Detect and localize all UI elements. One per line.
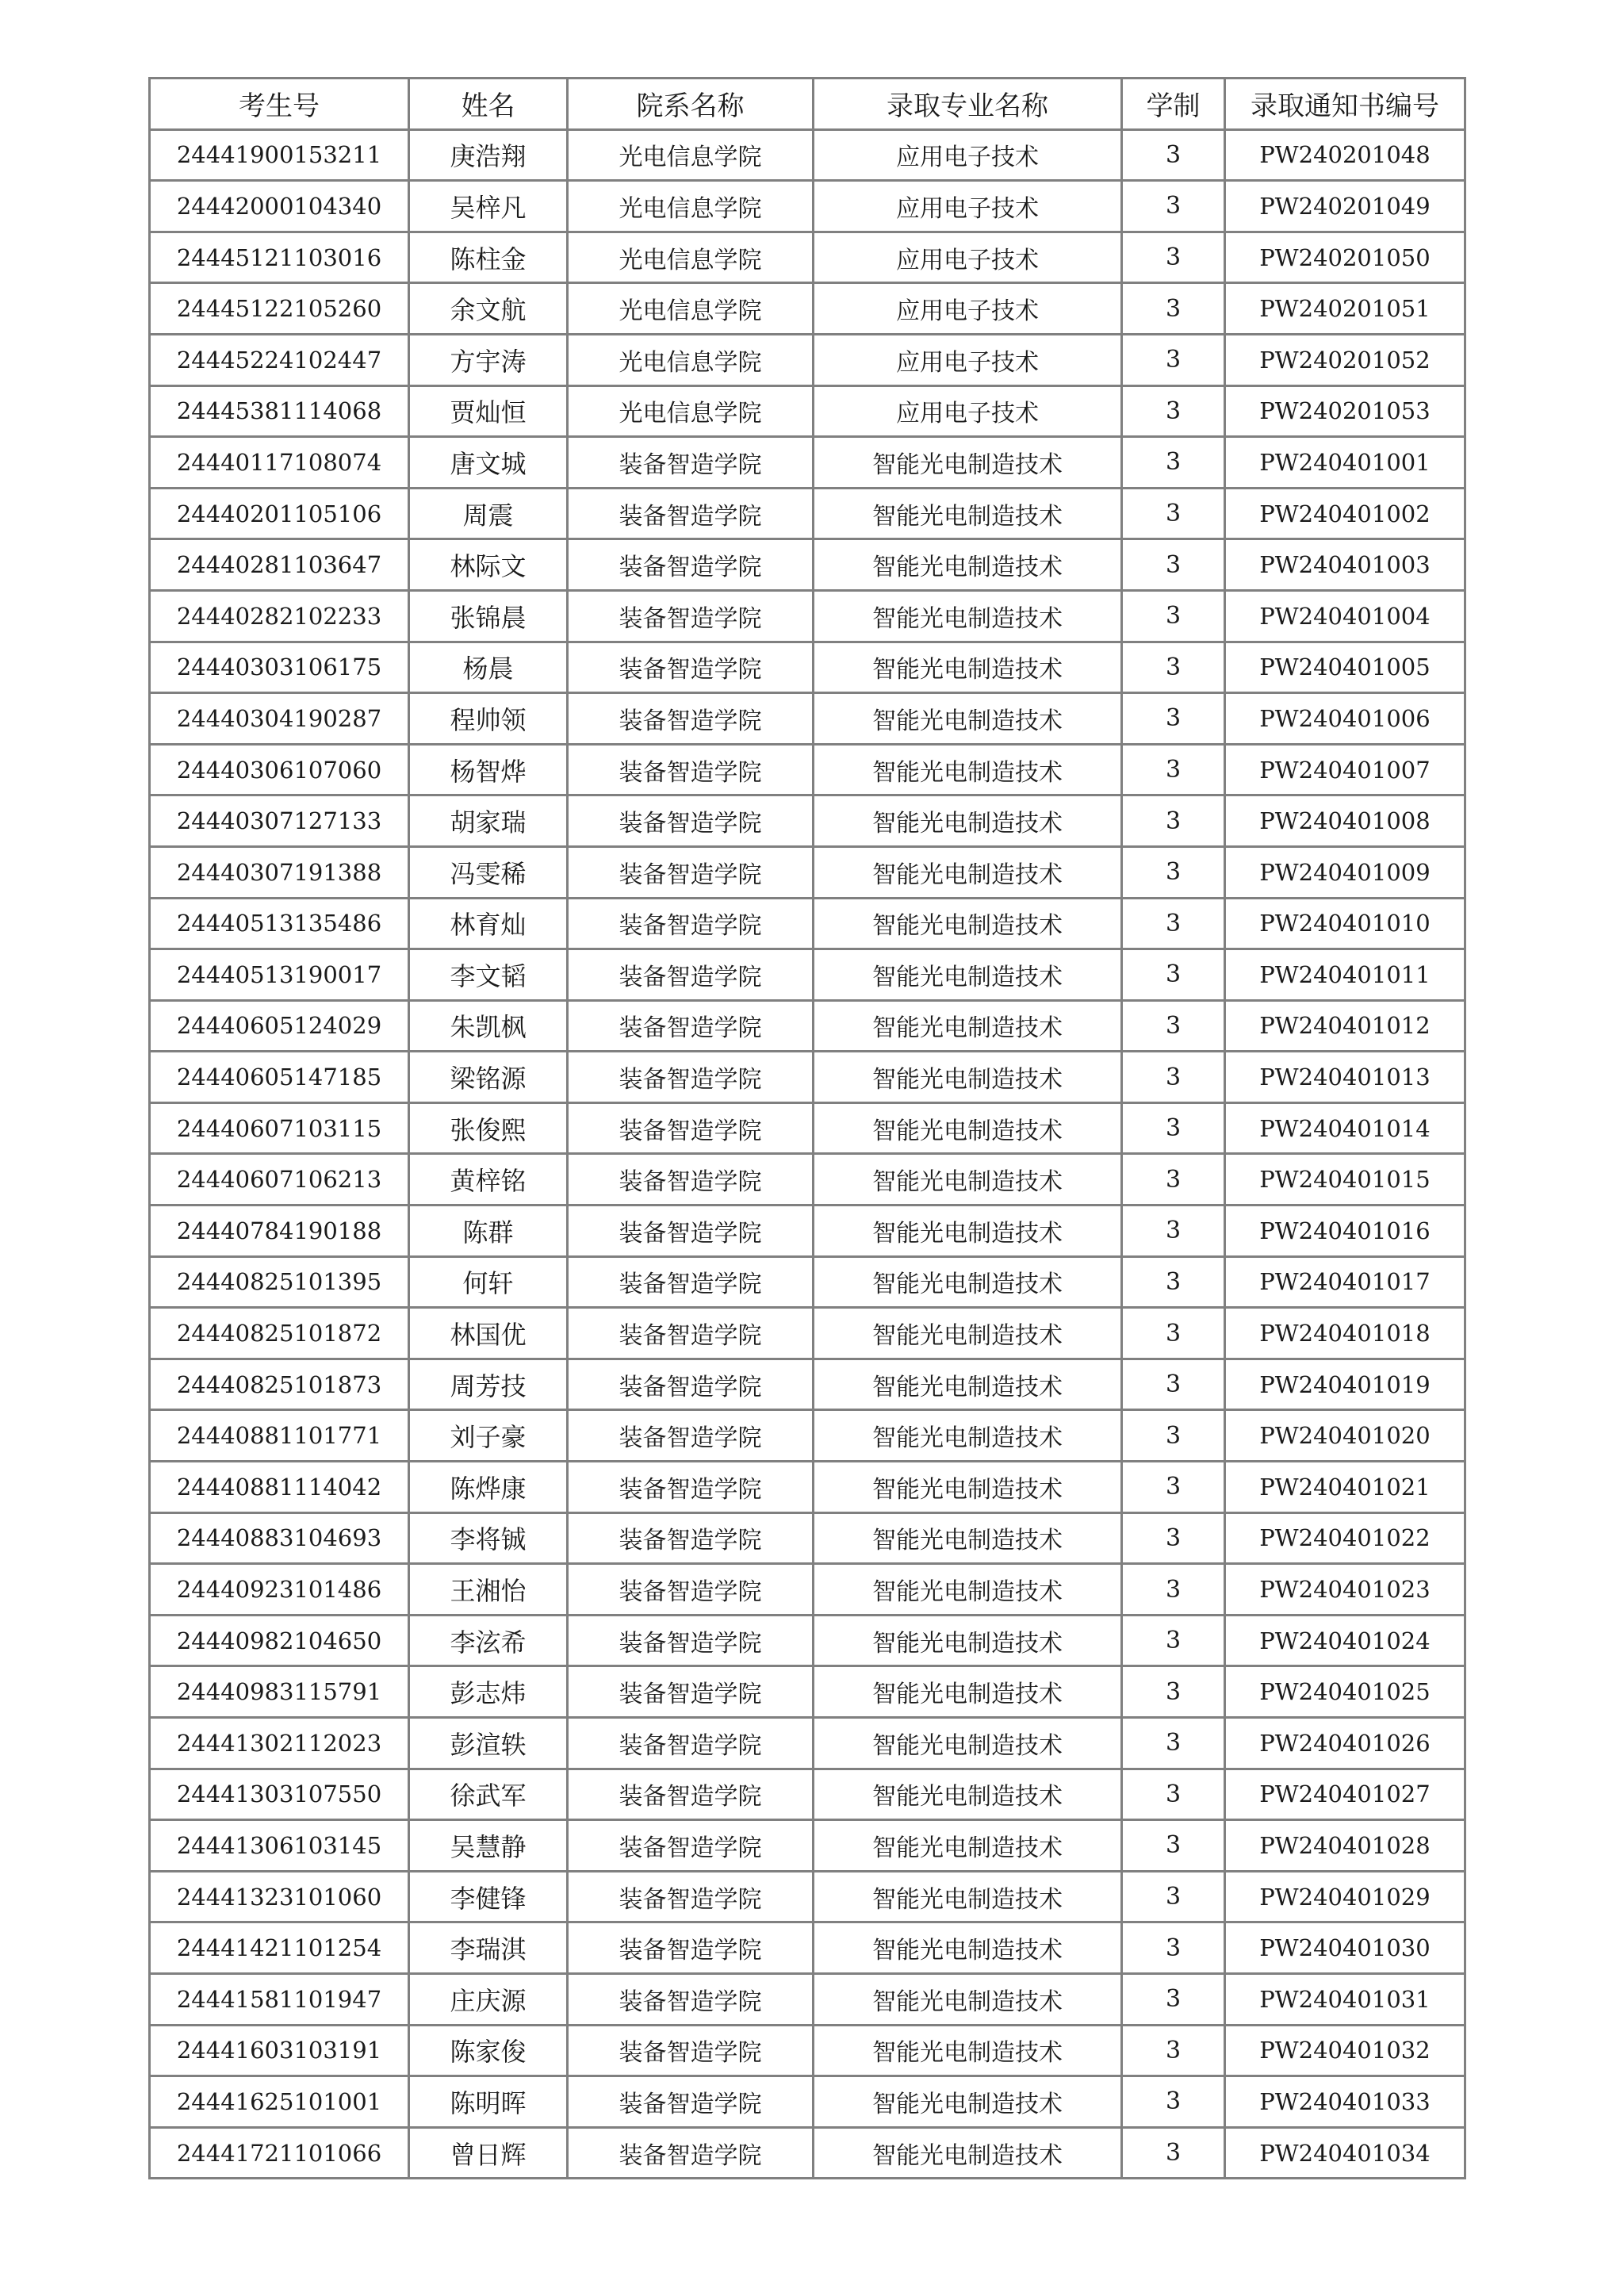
table-row: [150, 2076, 1465, 2128]
cell-major: 智能光电制造技术: [814, 1871, 1122, 1922]
cell-notice-number: PW240201051: [1225, 283, 1465, 335]
cell-college: 装备智造学院: [568, 1820, 814, 1872]
cell-duration: 3: [1122, 846, 1225, 898]
cell-exam-number: 24440605147185: [150, 1052, 409, 1103]
table-row: [150, 642, 1465, 693]
cell-student-name: 王湘怡: [409, 1564, 568, 1616]
cell-duration: 3: [1122, 1615, 1225, 1666]
cell-college: 装备智造学院: [568, 590, 814, 642]
cell-major: 智能光电制造技术: [814, 1666, 1122, 1718]
table-row: [150, 590, 1465, 642]
cell-student-name: 庚浩翔: [409, 129, 568, 181]
cell-duration: 3: [1122, 1052, 1225, 1103]
cell-notice-number: PW240401002: [1225, 488, 1465, 539]
cell-college: 光电信息学院: [568, 129, 814, 181]
cell-exam-number: 24441625101001: [150, 2076, 409, 2128]
cell-student-name: 冯雯稀: [409, 846, 568, 898]
table-body: [150, 129, 1465, 2179]
cell-exam-number: 24440513190017: [150, 949, 409, 1001]
cell-notice-number: PW240401025: [1225, 1666, 1465, 1718]
cell-notice-number: PW240401012: [1225, 1000, 1465, 1052]
cell-student-name: 胡家瑞: [409, 795, 568, 847]
table-row: [150, 1256, 1465, 1308]
cell-college: 装备智造学院: [568, 1102, 814, 1154]
cell-notice-number: PW240401013: [1225, 1052, 1465, 1103]
table-row: [150, 334, 1465, 385]
cell-college: 装备智造学院: [568, 1205, 814, 1257]
cell-duration: 3: [1122, 1512, 1225, 1564]
cell-exam-number: 24441900153211: [150, 129, 409, 181]
cell-student-name: 贾灿恒: [409, 385, 568, 437]
cell-notice-number: PW240401034: [1225, 2127, 1465, 2179]
cell-duration: 3: [1122, 949, 1225, 1001]
cell-student-name: 曾日辉: [409, 2127, 568, 2179]
cell-major: 应用电子技术: [814, 385, 1122, 437]
cell-major: 智能光电制造技术: [814, 2076, 1122, 2128]
cell-student-name: 陈烨康: [409, 1462, 568, 1513]
table-row: [150, 385, 1465, 437]
cell-college: 装备智造学院: [568, 2127, 814, 2179]
cell-duration: 3: [1122, 1102, 1225, 1154]
cell-student-name: 陈群: [409, 1205, 568, 1257]
cell-duration: 3: [1122, 437, 1225, 489]
cell-exam-number: 24445381114068: [150, 385, 409, 437]
cell-duration: 3: [1122, 181, 1225, 232]
cell-exam-number: 24441581101947: [150, 1973, 409, 2025]
table-row: [150, 1205, 1465, 1257]
cell-notice-number: PW240401017: [1225, 1256, 1465, 1308]
cell-duration: 3: [1122, 1871, 1225, 1922]
table-row: [150, 1000, 1465, 1052]
cell-college: 装备智造学院: [568, 846, 814, 898]
cell-student-name: 梁铭源: [409, 1052, 568, 1103]
cell-college: 装备智造学院: [568, 539, 814, 591]
cell-exam-number: 24441323101060: [150, 1871, 409, 1922]
table-row: [150, 1512, 1465, 1564]
cell-duration: 3: [1122, 1410, 1225, 1462]
cell-duration: 3: [1122, 334, 1225, 385]
cell-major: 智能光电制造技术: [814, 1615, 1122, 1666]
table-row: [150, 181, 1465, 232]
cell-student-name: 彭志炜: [409, 1666, 568, 1718]
cell-exam-number: 24440825101872: [150, 1308, 409, 1359]
cell-duration: 3: [1122, 129, 1225, 181]
cell-notice-number: PW240401019: [1225, 1359, 1465, 1410]
cell-major: 智能光电制造技术: [814, 744, 1122, 795]
cell-duration: 3: [1122, 283, 1225, 335]
cell-college: 装备智造学院: [568, 1000, 814, 1052]
cell-major: 智能光电制造技术: [814, 1922, 1122, 1974]
header-exam-number: 考生号: [150, 79, 409, 130]
cell-college: 装备智造学院: [568, 1564, 814, 1616]
table-row: [150, 846, 1465, 898]
cell-college: 装备智造学院: [568, 949, 814, 1001]
cell-notice-number: PW240401003: [1225, 539, 1465, 591]
cell-college: 装备智造学院: [568, 1871, 814, 1922]
cell-notice-number: PW240401023: [1225, 1564, 1465, 1616]
cell-exam-number: 24440883104693: [150, 1512, 409, 1564]
cell-notice-number: PW240401005: [1225, 642, 1465, 693]
cell-exam-number: 24440881114042: [150, 1462, 409, 1513]
cell-exam-number: 24440784190188: [150, 1205, 409, 1257]
cell-major: 智能光电制造技术: [814, 539, 1122, 591]
cell-student-name: 刘子豪: [409, 1410, 568, 1462]
cell-notice-number: PW240401030: [1225, 1922, 1465, 1974]
cell-notice-number: PW240401033: [1225, 2076, 1465, 2128]
cell-college: 光电信息学院: [568, 385, 814, 437]
cell-student-name: 方宇涛: [409, 334, 568, 385]
cell-major: 应用电子技术: [814, 129, 1122, 181]
cell-duration: 3: [1122, 1769, 1225, 1820]
cell-exam-number: 24441603103191: [150, 2025, 409, 2076]
cell-duration: 3: [1122, 1973, 1225, 2025]
cell-notice-number: PW240401027: [1225, 1769, 1465, 1820]
cell-duration: 3: [1122, 488, 1225, 539]
cell-student-name: 张锦晨: [409, 590, 568, 642]
cell-notice-number: PW240401008: [1225, 795, 1465, 847]
cell-major: 智能光电制造技术: [814, 846, 1122, 898]
cell-duration: 3: [1122, 1922, 1225, 1974]
cell-major: 应用电子技术: [814, 283, 1122, 335]
table-row: [150, 1052, 1465, 1103]
cell-exam-number: 24441421101254: [150, 1922, 409, 1974]
cell-major: 智能光电制造技术: [814, 1205, 1122, 1257]
cell-student-name: 余文航: [409, 283, 568, 335]
table-row: [150, 898, 1465, 949]
table-row: [150, 1154, 1465, 1205]
cell-notice-number: PW240201053: [1225, 385, 1465, 437]
table-row: [150, 283, 1465, 335]
cell-major: 智能光电制造技术: [814, 693, 1122, 745]
cell-college: 装备智造学院: [568, 488, 814, 539]
cell-student-name: 陈明晖: [409, 2076, 568, 2128]
cell-college: 装备智造学院: [568, 898, 814, 949]
cell-duration: 3: [1122, 642, 1225, 693]
cell-college: 装备智造学院: [568, 437, 814, 489]
cell-major: 智能光电制造技术: [814, 898, 1122, 949]
header-major: 录取专业名称: [814, 79, 1122, 130]
admission-table: [148, 77, 1466, 2179]
cell-duration: 3: [1122, 1666, 1225, 1718]
cell-notice-number: PW240401007: [1225, 744, 1465, 795]
table-header-row: [150, 79, 1465, 130]
cell-student-name: 黄梓铭: [409, 1154, 568, 1205]
cell-college: 装备智造学院: [568, 1462, 814, 1513]
cell-notice-number: PW240201052: [1225, 334, 1465, 385]
cell-exam-number: 24440983115791: [150, 1666, 409, 1718]
cell-duration: 3: [1122, 2076, 1225, 2128]
cell-college: 光电信息学院: [568, 283, 814, 335]
cell-major: 智能光电制造技术: [814, 437, 1122, 489]
cell-major: 智能光电制造技术: [814, 1410, 1122, 1462]
cell-college: 装备智造学院: [568, 2025, 814, 2076]
cell-student-name: 林育灿: [409, 898, 568, 949]
cell-major: 智能光电制造技术: [814, 1052, 1122, 1103]
cell-notice-number: PW240401016: [1225, 1205, 1465, 1257]
cell-college: 装备智造学院: [568, 642, 814, 693]
cell-student-name: 徐武军: [409, 1769, 568, 1820]
cell-duration: 3: [1122, 2025, 1225, 2076]
table-row: [150, 437, 1465, 489]
cell-exam-number: 24440607103115: [150, 1102, 409, 1154]
cell-major: 智能光电制造技术: [814, 488, 1122, 539]
cell-notice-number: PW240401020: [1225, 1410, 1465, 1462]
cell-duration: 3: [1122, 795, 1225, 847]
cell-notice-number: PW240401001: [1225, 437, 1465, 489]
cell-duration: 3: [1122, 744, 1225, 795]
cell-notice-number: PW240401026: [1225, 1718, 1465, 1769]
cell-college: 装备智造学院: [568, 2076, 814, 2128]
cell-exam-number: 24440607106213: [150, 1154, 409, 1205]
cell-exam-number: 24440117108074: [150, 437, 409, 489]
cell-major: 智能光电制造技术: [814, 795, 1122, 847]
cell-major: 智能光电制造技术: [814, 1359, 1122, 1410]
cell-exam-number: 24440513135486: [150, 898, 409, 949]
cell-notice-number: PW240401010: [1225, 898, 1465, 949]
cell-college: 装备智造学院: [568, 1256, 814, 1308]
cell-student-name: 杨晨: [409, 642, 568, 693]
header-name: 姓名: [409, 79, 568, 130]
cell-student-name: 周芳技: [409, 1359, 568, 1410]
table-row: [150, 2025, 1465, 2076]
cell-exam-number: 24440825101873: [150, 1359, 409, 1410]
cell-major: 智能光电制造技术: [814, 1564, 1122, 1616]
cell-exam-number: 24445122105260: [150, 283, 409, 335]
cell-duration: 3: [1122, 385, 1225, 437]
cell-duration: 3: [1122, 1359, 1225, 1410]
cell-major: 智能光电制造技术: [814, 1000, 1122, 1052]
cell-exam-number: 24440282102233: [150, 590, 409, 642]
table-row: [150, 1820, 1465, 1872]
table-row: [150, 129, 1465, 181]
cell-major: 智能光电制造技术: [814, 1154, 1122, 1205]
cell-duration: 3: [1122, 1154, 1225, 1205]
cell-student-name: 何轩: [409, 1256, 568, 1308]
cell-duration: 3: [1122, 1718, 1225, 1769]
table-row: [150, 795, 1465, 847]
table-row: [150, 1462, 1465, 1513]
cell-major: 应用电子技术: [814, 181, 1122, 232]
cell-exam-number: 24441306103145: [150, 1820, 409, 1872]
cell-notice-number: PW240401029: [1225, 1871, 1465, 1922]
cell-duration: 3: [1122, 232, 1225, 283]
header-duration: 学制: [1122, 79, 1225, 130]
table-row: [150, 539, 1465, 591]
cell-major: 智能光电制造技术: [814, 1256, 1122, 1308]
cell-college: 装备智造学院: [568, 1769, 814, 1820]
cell-notice-number: PW240401004: [1225, 590, 1465, 642]
table-row: [150, 1718, 1465, 1769]
table-row: [150, 949, 1465, 1001]
table-row: [150, 744, 1465, 795]
cell-notice-number: PW240401022: [1225, 1512, 1465, 1564]
table-row: [150, 1308, 1465, 1359]
cell-college: 装备智造学院: [568, 1922, 814, 1974]
cell-major: 智能光电制造技术: [814, 1973, 1122, 2025]
cell-student-name: 彭渲轶: [409, 1718, 568, 1769]
cell-notice-number: PW240401032: [1225, 2025, 1465, 2076]
cell-exam-number: 24445121103016: [150, 232, 409, 283]
cell-exam-number: 24441721101066: [150, 2127, 409, 2179]
cell-major: 智能光电制造技术: [814, 1308, 1122, 1359]
cell-college: 装备智造学院: [568, 1973, 814, 2025]
cell-student-name: 陈柱金: [409, 232, 568, 283]
cell-major: 智能光电制造技术: [814, 1718, 1122, 1769]
cell-student-name: 程帅领: [409, 693, 568, 745]
table-row: [150, 1359, 1465, 1410]
cell-major: 智能光电制造技术: [814, 1769, 1122, 1820]
cell-major: 应用电子技术: [814, 232, 1122, 283]
cell-student-name: 庄庆源: [409, 1973, 568, 2025]
cell-college: 光电信息学院: [568, 334, 814, 385]
table-row: [150, 232, 1465, 283]
cell-notice-number: PW240401024: [1225, 1615, 1465, 1666]
cell-major: 智能光电制造技术: [814, 2127, 1122, 2179]
cell-exam-number: 24440307191388: [150, 846, 409, 898]
cell-student-name: 周震: [409, 488, 568, 539]
cell-notice-number: PW240401015: [1225, 1154, 1465, 1205]
cell-student-name: 林国优: [409, 1308, 568, 1359]
cell-student-name: 吴慧静: [409, 1820, 568, 1872]
cell-notice-number: PW240401006: [1225, 693, 1465, 745]
cell-student-name: 吴梓凡: [409, 181, 568, 232]
cell-major: 智能光电制造技术: [814, 1820, 1122, 1872]
cell-duration: 3: [1122, 1820, 1225, 1872]
table-row: [150, 1615, 1465, 1666]
cell-duration: 3: [1122, 898, 1225, 949]
table-row: [150, 1922, 1465, 1974]
cell-college: 装备智造学院: [568, 1512, 814, 1564]
cell-college: 装备智造学院: [568, 1615, 814, 1666]
cell-exam-number: 24440201105106: [150, 488, 409, 539]
cell-notice-number: PW240401028: [1225, 1820, 1465, 1872]
cell-college: 装备智造学院: [568, 744, 814, 795]
cell-major: 智能光电制造技术: [814, 2025, 1122, 2076]
cell-notice-number: PW240401018: [1225, 1308, 1465, 1359]
cell-notice-number: PW240401031: [1225, 1973, 1465, 2025]
cell-duration: 3: [1122, 1205, 1225, 1257]
cell-exam-number: 24442000104340: [150, 181, 409, 232]
cell-student-name: 李健锋: [409, 1871, 568, 1922]
cell-exam-number: 24440605124029: [150, 1000, 409, 1052]
cell-major: 智能光电制造技术: [814, 1462, 1122, 1513]
table-row: [150, 1871, 1465, 1922]
cell-major: 智能光电制造技术: [814, 590, 1122, 642]
cell-major: 应用电子技术: [814, 334, 1122, 385]
cell-duration: 3: [1122, 590, 1225, 642]
cell-notice-number: PW240401009: [1225, 846, 1465, 898]
cell-student-name: 李将铖: [409, 1512, 568, 1564]
table-row: [150, 1769, 1465, 1820]
table-row: [150, 488, 1465, 539]
cell-student-name: 张俊熙: [409, 1102, 568, 1154]
cell-notice-number: PW240401021: [1225, 1462, 1465, 1513]
cell-student-name: 朱凯枫: [409, 1000, 568, 1052]
cell-major: 智能光电制造技术: [814, 1512, 1122, 1564]
cell-notice-number: PW240201048: [1225, 129, 1465, 181]
cell-exam-number: 24440306107060: [150, 744, 409, 795]
cell-college: 装备智造学院: [568, 1308, 814, 1359]
cell-exam-number: 24440923101486: [150, 1564, 409, 1616]
cell-major: 智能光电制造技术: [814, 1102, 1122, 1154]
cell-notice-number: PW240401014: [1225, 1102, 1465, 1154]
table-row: [150, 1102, 1465, 1154]
cell-college: 装备智造学院: [568, 1359, 814, 1410]
cell-college: 光电信息学院: [568, 181, 814, 232]
cell-major: 智能光电制造技术: [814, 642, 1122, 693]
cell-major: 智能光电制造技术: [814, 949, 1122, 1001]
cell-notice-number: PW240201050: [1225, 232, 1465, 283]
table-row: [150, 2127, 1465, 2179]
cell-duration: 3: [1122, 539, 1225, 591]
table-row: [150, 1973, 1465, 2025]
cell-duration: 3: [1122, 1256, 1225, 1308]
cell-college: 装备智造学院: [568, 795, 814, 847]
cell-duration: 3: [1122, 693, 1225, 745]
cell-exam-number: 24445224102447: [150, 334, 409, 385]
cell-student-name: 林际文: [409, 539, 568, 591]
table-row: [150, 1410, 1465, 1462]
table-row: [150, 1564, 1465, 1616]
cell-exam-number: 24441302112023: [150, 1718, 409, 1769]
cell-college: 装备智造学院: [568, 1154, 814, 1205]
cell-college: 装备智造学院: [568, 1718, 814, 1769]
cell-student-name: 陈家俊: [409, 2025, 568, 2076]
cell-student-name: 李瑞淇: [409, 1922, 568, 1974]
cell-exam-number: 24440825101395: [150, 1256, 409, 1308]
cell-exam-number: 24440281103647: [150, 539, 409, 591]
cell-student-name: 李泫希: [409, 1615, 568, 1666]
cell-exam-number: 24441303107550: [150, 1769, 409, 1820]
cell-exam-number: 24440303106175: [150, 642, 409, 693]
header-notice-number: 录取通知书编号: [1225, 79, 1465, 130]
cell-duration: 3: [1122, 1000, 1225, 1052]
cell-notice-number: PW240401011: [1225, 949, 1465, 1001]
cell-duration: 3: [1122, 1564, 1225, 1616]
cell-exam-number: 24440982104650: [150, 1615, 409, 1666]
cell-notice-number: PW240201049: [1225, 181, 1465, 232]
header-college: 院系名称: [568, 79, 814, 130]
cell-exam-number: 24440881101771: [150, 1410, 409, 1462]
cell-exam-number: 24440304190287: [150, 693, 409, 745]
cell-student-name: 杨智烨: [409, 744, 568, 795]
cell-college: 光电信息学院: [568, 232, 814, 283]
cell-duration: 3: [1122, 1462, 1225, 1513]
cell-student-name: 李文韬: [409, 949, 568, 1001]
cell-duration: 3: [1122, 1308, 1225, 1359]
cell-college: 装备智造学院: [568, 1052, 814, 1103]
cell-college: 装备智造学院: [568, 1666, 814, 1718]
table-row: [150, 1666, 1465, 1718]
cell-exam-number: 24440307127133: [150, 795, 409, 847]
cell-student-name: 唐文城: [409, 437, 568, 489]
cell-college: 装备智造学院: [568, 693, 814, 745]
cell-college: 装备智造学院: [568, 1410, 814, 1462]
cell-duration: 3: [1122, 2127, 1225, 2179]
table-row: [150, 693, 1465, 745]
